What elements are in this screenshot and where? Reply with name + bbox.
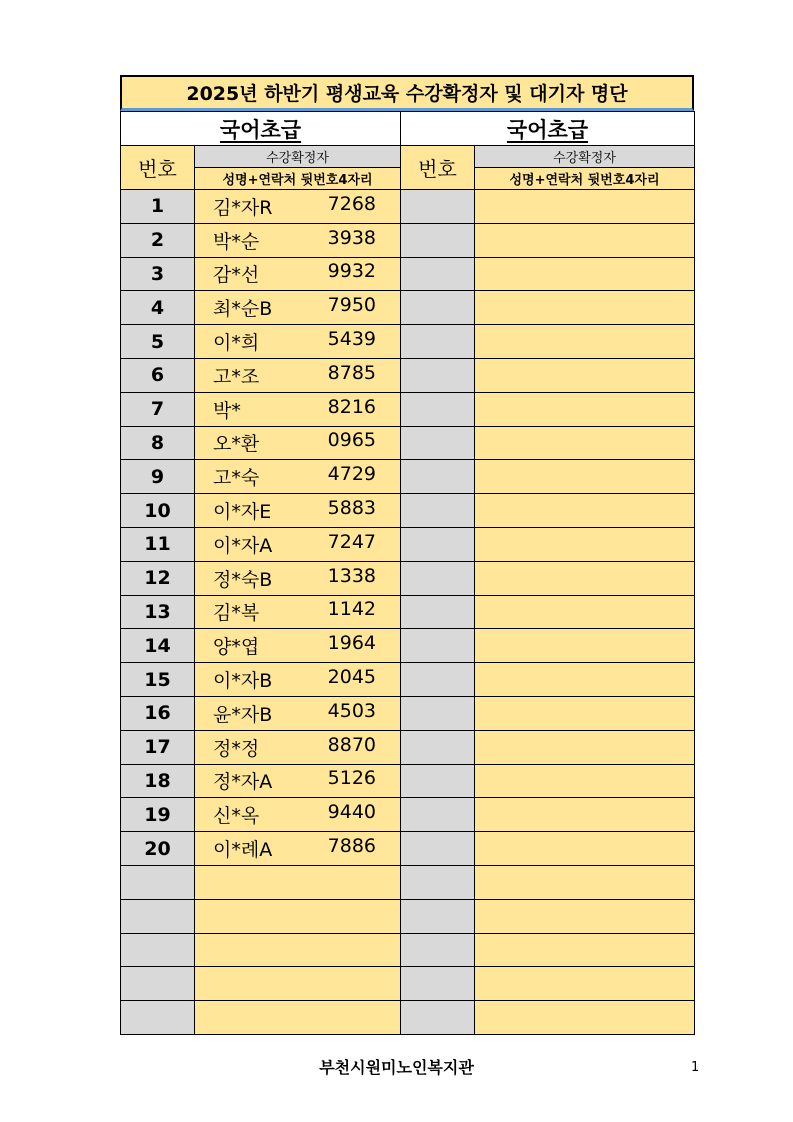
right-row-number: [401, 832, 475, 866]
right-row-entry: [475, 494, 695, 528]
right-row-entry: [475, 358, 695, 392]
table-row: [121, 561, 695, 595]
row-number: 5: [121, 325, 195, 359]
row-number: [121, 967, 195, 1001]
table-row: [121, 696, 695, 730]
right-row-number: [401, 527, 475, 561]
right-row-entry: [475, 696, 695, 730]
table-row: [121, 223, 695, 257]
row-entry: [195, 832, 401, 866]
left-course-title: [121, 112, 401, 146]
person-name: 김*자R: [213, 196, 273, 219]
row-entry: [195, 358, 401, 392]
table-row: [121, 899, 695, 933]
table-row: [121, 865, 695, 899]
phone-last4: 7268: [327, 192, 376, 215]
row-number: 8: [121, 426, 195, 460]
person-name: 양*엽: [213, 636, 260, 659]
right-row-number: [401, 967, 475, 1001]
table-row: [121, 798, 695, 832]
right-row-number: [401, 325, 475, 359]
phone-last4: 9440: [327, 801, 376, 824]
row-entry: [195, 730, 401, 764]
right-row-entry: [475, 223, 695, 257]
row-entry: [195, 629, 401, 663]
right-row-entry: [475, 933, 695, 967]
left-course-label: 국어초급: [219, 117, 302, 142]
person-name: 이*희: [213, 332, 260, 355]
right-row-number: [401, 629, 475, 663]
right-row-number: [401, 291, 475, 325]
right-list-header: 수강확정자: [475, 146, 695, 168]
right-row-entry: [475, 865, 695, 899]
person-name: 고*조: [213, 365, 260, 388]
phone-last4: 5883: [327, 497, 376, 520]
row-entry: [195, 595, 401, 629]
right-row-entry: [475, 1001, 695, 1035]
row-number: 19: [121, 798, 195, 832]
phone-last4: 2045: [327, 666, 376, 689]
roster-table: [120, 111, 695, 1035]
right-row-number: [401, 663, 475, 697]
row-number: 6: [121, 358, 195, 392]
person-name: 정*정: [213, 737, 260, 760]
person-name: 이*례A: [213, 839, 273, 862]
row-number: [121, 899, 195, 933]
right-row-number: [401, 595, 475, 629]
phone-last4: 9932: [327, 260, 376, 283]
phone-last4: 5439: [327, 328, 376, 351]
row-number: [121, 865, 195, 899]
table-row: [121, 291, 695, 325]
row-entry: [195, 494, 401, 528]
footer-organization: 부천시원미노인복지관: [319, 1058, 474, 1077]
right-row-entry: [475, 730, 695, 764]
row-entry: [195, 561, 401, 595]
right-row-entry: [475, 663, 695, 697]
right-row-number: [401, 426, 475, 460]
row-entry: [195, 967, 401, 1001]
row-number: 3: [121, 257, 195, 291]
right-row-number: [401, 730, 475, 764]
person-name: 김*복: [213, 602, 260, 625]
right-row-number: [401, 865, 475, 899]
row-number: 4: [121, 291, 195, 325]
row-number: 13: [121, 595, 195, 629]
phone-last4: 7950: [327, 294, 376, 317]
person-name: 윤*자B: [213, 703, 273, 726]
table-row: [121, 426, 695, 460]
row-entry: [195, 865, 401, 899]
row-entry: [195, 223, 401, 257]
row-entry: [195, 663, 401, 697]
table-row: [121, 764, 695, 798]
person-name: 박*순: [213, 230, 260, 253]
document-title: 2025년 하반기 평생교육 수강확정자 및 대기자 명단: [120, 75, 694, 111]
row-entry: [195, 392, 401, 426]
phone-last4: 8870: [327, 733, 376, 756]
roster-sheet: [120, 75, 694, 1035]
right-row-number: [401, 392, 475, 426]
table-row: [121, 663, 695, 697]
table-row: [121, 257, 695, 291]
table-row: [121, 494, 695, 528]
right-row-entry: [475, 764, 695, 798]
left-number-header: 번호: [121, 146, 195, 190]
row-entry: [195, 696, 401, 730]
right-row-number: [401, 798, 475, 832]
phone-last4: 4503: [327, 699, 376, 722]
right-row-number: [401, 257, 475, 291]
table-row: [121, 325, 695, 359]
phone-last4: 1338: [327, 564, 376, 587]
table-row: [121, 460, 695, 494]
row-number: 7: [121, 392, 195, 426]
phone-last4: 1142: [327, 598, 376, 621]
row-number: 20: [121, 832, 195, 866]
table-row: [121, 392, 695, 426]
row-number: 15: [121, 663, 195, 697]
row-entry: [195, 798, 401, 832]
phone-last4: 1964: [327, 632, 376, 655]
row-entry: [195, 190, 401, 224]
person-name: 감*선: [213, 264, 260, 287]
right-row-entry: [475, 798, 695, 832]
row-number: 14: [121, 629, 195, 663]
page-number: 1: [691, 1060, 700, 1075]
table-row: [121, 1001, 695, 1035]
person-name: 신*옥: [213, 805, 260, 828]
person-name: 고*숙: [213, 467, 260, 490]
table-row: [121, 595, 695, 629]
table-row: [121, 358, 695, 392]
row-entry: [195, 426, 401, 460]
row-number: [121, 933, 195, 967]
phone-last4: 8216: [327, 395, 376, 418]
right-row-number: [401, 899, 475, 933]
right-row-number: [401, 494, 475, 528]
row-number: 16: [121, 696, 195, 730]
right-row-entry: [475, 190, 695, 224]
row-entry: [195, 460, 401, 494]
row-number: 2: [121, 223, 195, 257]
right-row-entry: [475, 527, 695, 561]
right-course-label: 국어초급: [506, 117, 589, 142]
row-entry: [195, 1001, 401, 1035]
right-row-number: [401, 933, 475, 967]
row-entry: [195, 764, 401, 798]
phone-last4: 7886: [327, 835, 376, 858]
table-row: [121, 190, 695, 224]
phone-last4: 8785: [327, 361, 376, 384]
person-name: 이*자A: [213, 534, 273, 557]
right-row-entry: [475, 561, 695, 595]
right-row-entry: [475, 899, 695, 933]
person-name: 이*자E: [213, 501, 272, 524]
right-row-entry: [475, 629, 695, 663]
right-row-number: [401, 764, 475, 798]
table-row: [121, 527, 695, 561]
row-entry: [195, 325, 401, 359]
person-name: 이*자B: [213, 670, 273, 693]
right-row-entry: [475, 325, 695, 359]
table-row: [121, 832, 695, 866]
left-info-header: 성명+연락처 뒷번호4자리: [195, 168, 401, 190]
row-entry: [195, 899, 401, 933]
table-row: [121, 967, 695, 1001]
right-course-title: [401, 112, 695, 146]
right-number-header: 번호: [401, 146, 475, 190]
row-number: [121, 1001, 195, 1035]
row-entry: [195, 257, 401, 291]
row-entry: [195, 527, 401, 561]
right-row-entry: [475, 257, 695, 291]
row-number: 11: [121, 527, 195, 561]
table-row: [121, 730, 695, 764]
right-row-entry: [475, 832, 695, 866]
right-row-entry: [475, 426, 695, 460]
phone-last4: 4729: [327, 463, 376, 486]
right-info-header: 성명+연락처 뒷번호4자리: [475, 168, 695, 190]
right-row-entry: [475, 460, 695, 494]
right-row-number: [401, 460, 475, 494]
right-row-number: [401, 1001, 475, 1035]
row-number: 9: [121, 460, 195, 494]
right-row-number: [401, 696, 475, 730]
person-name: 정*자A: [213, 771, 273, 794]
table-row: [121, 933, 695, 967]
phone-last4: 3938: [327, 226, 376, 249]
right-row-number: [401, 223, 475, 257]
right-row-entry: [475, 595, 695, 629]
right-row-entry: [475, 967, 695, 1001]
right-row-entry: [475, 392, 695, 426]
phone-last4: 0965: [327, 429, 376, 452]
phone-last4: 5126: [327, 767, 376, 790]
person-name: 최*순B: [213, 298, 273, 321]
row-number: 1: [121, 190, 195, 224]
right-row-number: [401, 561, 475, 595]
person-name: 오*환: [213, 433, 260, 456]
row-number: 12: [121, 561, 195, 595]
row-entry: [195, 291, 401, 325]
left-list-header: 수강확정자: [195, 146, 401, 168]
phone-last4: 7247: [327, 530, 376, 553]
table-row: [121, 629, 695, 663]
row-number: 18: [121, 764, 195, 798]
person-name: 박*: [213, 399, 241, 422]
right-row-number: [401, 190, 475, 224]
right-row-entry: [475, 291, 695, 325]
right-row-number: [401, 358, 475, 392]
person-name: 정*숙B: [213, 568, 273, 591]
row-number: 10: [121, 494, 195, 528]
row-number: 17: [121, 730, 195, 764]
row-entry: [195, 933, 401, 967]
